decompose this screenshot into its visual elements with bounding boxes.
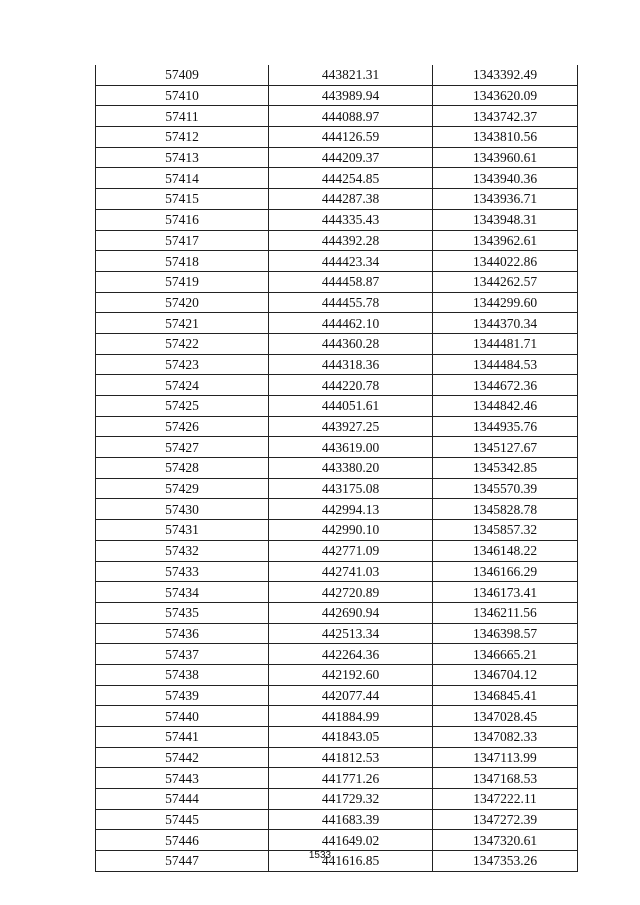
y-coordinate-cell: 1343940.36 [433,168,578,189]
y-coordinate-cell: 1344022.86 [433,251,578,272]
y-coordinate-cell: 1345570.39 [433,478,578,499]
table-row [96,561,578,582]
x-coordinate-cell: 444126.59 [269,127,433,148]
point-id-cell: 57430 [96,499,269,520]
y-coordinate-cell: 1347028.45 [433,706,578,727]
point-id-cell: 57447 [96,851,269,872]
x-coordinate-cell: 442741.03 [269,561,433,582]
table-row [96,230,578,251]
y-coordinate-cell: 1343620.09 [433,85,578,106]
point-id-cell: 57436 [96,623,269,644]
y-coordinate-cell: 1343742.37 [433,106,578,127]
x-coordinate-cell: 444318.36 [269,354,433,375]
y-coordinate-cell: 1343810.56 [433,127,578,148]
y-coordinate-cell: 1343948.31 [433,209,578,230]
table-row [96,85,578,106]
table-row [96,664,578,685]
y-coordinate-cell: 1343960.61 [433,147,578,168]
table-row [96,768,578,789]
table-row [96,354,578,375]
y-coordinate-cell: 1344672.36 [433,375,578,396]
x-coordinate-cell: 441812.53 [269,747,433,768]
x-coordinate-cell: 443619.00 [269,437,433,458]
x-coordinate-cell: 444462.10 [269,313,433,334]
point-id-cell: 57431 [96,520,269,541]
x-coordinate-cell: 444392.28 [269,230,433,251]
y-coordinate-cell: 1344262.57 [433,271,578,292]
y-coordinate-cell: 1347113.99 [433,747,578,768]
point-id-cell: 57420 [96,292,269,313]
point-id-cell: 57421 [96,313,269,334]
x-coordinate-cell: 444455.78 [269,292,433,313]
table-row [96,147,578,168]
table-row [96,271,578,292]
point-id-cell: 57441 [96,727,269,748]
x-coordinate-cell: 442192.60 [269,664,433,685]
point-id-cell: 57440 [96,706,269,727]
table-row [96,458,578,479]
x-coordinate-cell: 444423.34 [269,251,433,272]
x-coordinate-cell: 443927.25 [269,416,433,437]
page-number: 1533 [308,850,332,861]
table-row [96,251,578,272]
x-coordinate-cell: 441771.26 [269,768,433,789]
x-coordinate-cell: 441683.39 [269,809,433,830]
y-coordinate-cell: 1345857.32 [433,520,578,541]
table-row [96,189,578,210]
point-id-cell: 57416 [96,209,269,230]
table-row [96,209,578,230]
y-coordinate-cell: 1344842.46 [433,396,578,417]
y-coordinate-cell: 1346704.12 [433,664,578,685]
point-id-cell: 57422 [96,333,269,354]
table-row [96,747,578,768]
table-row [96,789,578,810]
y-coordinate-cell: 1347320.61 [433,830,578,851]
x-coordinate-cell: 442513.34 [269,623,433,644]
x-coordinate-cell: 443380.20 [269,458,433,479]
y-coordinate-cell: 1343962.61 [433,230,578,251]
x-coordinate-cell: 441616.85 [269,851,433,872]
x-coordinate-cell: 442994.13 [269,499,433,520]
point-id-cell: 57434 [96,582,269,603]
y-coordinate-cell: 1344484.53 [433,354,578,375]
point-id-cell: 57426 [96,416,269,437]
point-id-cell: 57435 [96,602,269,623]
x-coordinate-cell: 442690.94 [269,602,433,623]
y-coordinate-cell: 1344935.76 [433,416,578,437]
point-id-cell: 57443 [96,768,269,789]
table-row [96,437,578,458]
point-id-cell: 57409 [96,65,269,85]
x-coordinate-cell: 444335.43 [269,209,433,230]
point-id-cell: 57414 [96,168,269,189]
y-coordinate-cell: 1345127.67 [433,437,578,458]
point-id-cell: 57410 [96,85,269,106]
table-row [96,582,578,603]
point-id-cell: 57433 [96,561,269,582]
table-row [96,623,578,644]
y-coordinate-cell: 1347353.26 [433,851,578,872]
table-row [96,106,578,127]
y-coordinate-cell: 1344299.60 [433,292,578,313]
x-coordinate-cell: 444458.87 [269,271,433,292]
point-id-cell: 57432 [96,540,269,561]
point-id-cell: 57412 [96,127,269,148]
point-id-cell: 57425 [96,396,269,417]
point-id-cell: 57428 [96,458,269,479]
table-row [96,499,578,520]
point-id-cell: 57446 [96,830,269,851]
table-row [96,727,578,748]
y-coordinate-cell: 1346173.41 [433,582,578,603]
table-row [96,540,578,561]
y-coordinate-cell: 1347222.11 [433,789,578,810]
x-coordinate-cell: 444088.97 [269,106,433,127]
x-coordinate-cell: 443989.94 [269,85,433,106]
table-row [96,375,578,396]
table-row [96,65,578,85]
x-coordinate-cell: 444360.28 [269,333,433,354]
table-row [96,830,578,851]
point-id-cell: 57417 [96,230,269,251]
table-row [96,520,578,541]
y-coordinate-cell: 1346845.41 [433,685,578,706]
point-id-cell: 57438 [96,664,269,685]
table-row [96,313,578,334]
table-row [96,644,578,665]
y-coordinate-cell: 1347272.39 [433,809,578,830]
point-id-cell: 57413 [96,147,269,168]
point-id-cell: 57442 [96,747,269,768]
point-id-cell: 57427 [96,437,269,458]
point-id-cell: 57429 [96,478,269,499]
point-id-cell: 57418 [96,251,269,272]
point-id-cell: 57419 [96,271,269,292]
y-coordinate-cell: 1347082.33 [433,727,578,748]
y-coordinate-cell: 1343392.49 [433,65,578,85]
point-id-cell: 57424 [96,375,269,396]
x-coordinate-cell: 442990.10 [269,520,433,541]
y-coordinate-cell: 1346398.57 [433,623,578,644]
point-id-cell: 57411 [96,106,269,127]
x-coordinate-cell: 441729.32 [269,789,433,810]
y-coordinate-cell: 1344481.71 [433,333,578,354]
x-coordinate-cell: 442077.44 [269,685,433,706]
x-coordinate-cell: 442771.09 [269,540,433,561]
x-coordinate-cell: 444209.37 [269,147,433,168]
table-row [96,706,578,727]
coordinates-table-body [96,65,578,871]
y-coordinate-cell: 1345342.85 [433,458,578,479]
x-coordinate-cell: 441884.99 [269,706,433,727]
table-row [96,127,578,148]
x-coordinate-cell: 443175.08 [269,478,433,499]
x-coordinate-cell: 442720.89 [269,582,433,603]
x-coordinate-cell: 444051.61 [269,396,433,417]
x-coordinate-cell: 444287.38 [269,189,433,210]
table-row [96,416,578,437]
point-id-cell: 57415 [96,189,269,210]
coordinates-table [95,65,578,872]
table-row [96,396,578,417]
y-coordinate-cell: 1345828.78 [433,499,578,520]
y-coordinate-cell: 1343936.71 [433,189,578,210]
point-id-cell: 57439 [96,685,269,706]
point-id-cell: 57444 [96,789,269,810]
table-row [96,292,578,313]
x-coordinate-cell: 441649.02 [269,830,433,851]
table-row [96,685,578,706]
x-coordinate-cell: 443821.31 [269,65,433,85]
table-row [96,809,578,830]
point-id-cell: 57423 [96,354,269,375]
table-row [96,168,578,189]
table-row [96,602,578,623]
y-coordinate-cell: 1347168.53 [433,768,578,789]
point-id-cell: 57437 [96,644,269,665]
table-row [96,333,578,354]
y-coordinate-cell: 1346211.56 [433,602,578,623]
table-row [96,478,578,499]
point-id-cell: 57445 [96,809,269,830]
y-coordinate-cell: 1344370.34 [433,313,578,334]
x-coordinate-cell: 441843.05 [269,727,433,748]
y-coordinate-cell: 1346166.29 [433,561,578,582]
y-coordinate-cell: 1346665.21 [433,644,578,665]
y-coordinate-cell: 1346148.22 [433,540,578,561]
x-coordinate-cell: 444254.85 [269,168,433,189]
x-coordinate-cell: 444220.78 [269,375,433,396]
x-coordinate-cell: 442264.36 [269,644,433,665]
